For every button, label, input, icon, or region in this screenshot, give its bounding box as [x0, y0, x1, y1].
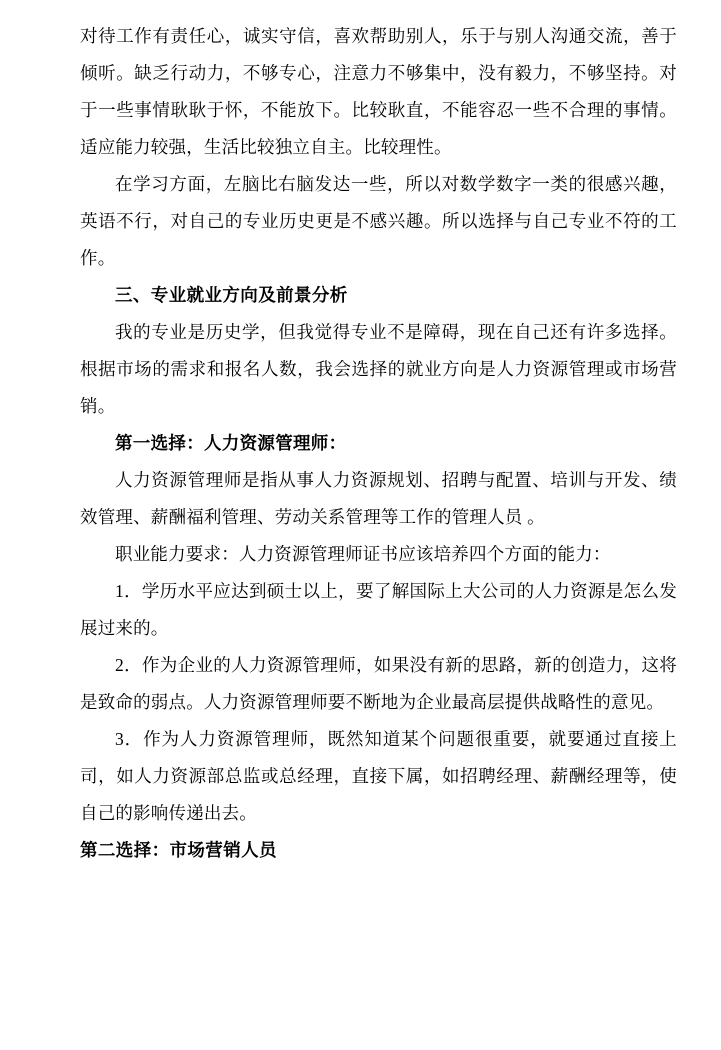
paragraph-requirement-3: 3．作为人力资源管理师，既然知道某个问题很重要，就要通过直接上司，如人力资源部总监或总经理，直接下属，如招聘经理、薪酬经理等，使自己的影响传递出去。 — [80, 729, 677, 823]
paragraph-ability-requirements: 职业能力要求：人力资源管理师证书应该培养四个方面的能力： — [115, 544, 611, 564]
section-heading-career-analysis: 三、专业就业方向及前景分析 — [115, 285, 348, 305]
paragraph-requirement-1: 1．学历水平应达到硕士以上，要了解国际上大公司的人力资源是怎么发展过来的。 — [80, 581, 677, 638]
paragraph-self-assessment: 对待工作有责任心，诚实守信，喜欢帮助别人，乐于与别人沟通交流，善于倾听。缺乏行动力，不够专心，注意力不够集中，没有毅力，不够坚持。对于一些事情耿耿于怀，不能放下。比较耿直，不能容忍一些不合理的事情。适应能力较强，生活比较独立自主。比较理性。 — [80, 26, 677, 157]
subheading-second-choice: 第二选择：市场营销人员 — [80, 840, 277, 860]
document-body — [80, 18, 677, 869]
paragraph-requirement-2: 2．作为企业的人力资源管理师，如果没有新的思路，新的创造力，这将是致命的弱点。人力资源管理师要不断地为企业最高层提供战略性的意见。 — [80, 655, 677, 712]
subheading-first-choice: 第一选择：人力资源管理师： — [115, 433, 347, 453]
paragraph-hr-definition: 人力资源管理师是指从事人力资源规划、招聘与配置、培训与开发、绩效管理、薪酬福利管理、劳动关系管理等工作的管理人员 。 — [80, 470, 677, 527]
paragraph-major-choice: 我的专业是历史学，但我觉得专业不是障碍，现在自己还有许多选择。根据市场的需求和报名人数，我会选择的就业方向是人力资源管理或市场营销。 — [80, 322, 677, 416]
paragraph-study-aspect: 在学习方面，左脑比右脑发达一些，所以对数学数字一类的很感兴趣，英语不行，对自己的专业历史更是不感兴趣。所以选择与自己专业不符的工作。 — [80, 174, 677, 268]
